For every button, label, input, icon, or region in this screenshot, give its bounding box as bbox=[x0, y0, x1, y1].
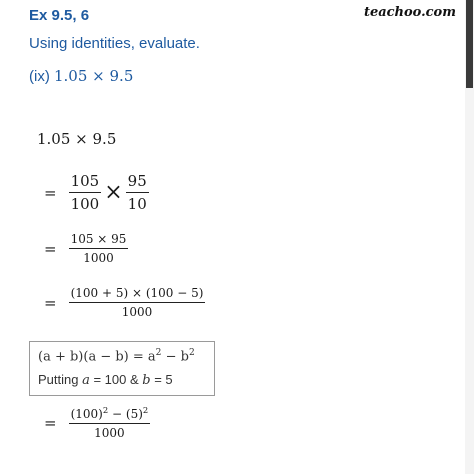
part-label: (ix) bbox=[29, 68, 50, 85]
solution-start-expression: 1.05 × 9.5 bbox=[37, 130, 117, 148]
scrollbar-thumb[interactable] bbox=[466, 0, 473, 88]
fraction-step-2 bbox=[69, 232, 129, 265]
fraction-105-over-100 bbox=[69, 172, 102, 213]
vertical-scrollbar[interactable] bbox=[465, 0, 474, 474]
numerator: 95 bbox=[126, 172, 149, 193]
solution-step-3 bbox=[44, 286, 205, 319]
numerator: 105 bbox=[69, 172, 102, 193]
multiply-sign: × bbox=[104, 179, 123, 205]
equals-sign: = bbox=[44, 239, 57, 258]
exercise-title: Ex 9.5, 6 bbox=[29, 7, 90, 24]
question-instruction: Using identities, evaluate. bbox=[29, 35, 200, 52]
solution-step-2 bbox=[44, 232, 128, 265]
numerator: $(100)^2 - (5)^2$ bbox=[69, 405, 151, 424]
equals-sign: = bbox=[44, 293, 57, 312]
equals-sign: = bbox=[44, 183, 57, 202]
question-part bbox=[29, 67, 133, 85]
fraction-step-4 bbox=[69, 405, 151, 440]
part-expression: 1.05 × 9.5 bbox=[54, 67, 134, 85]
denominator: 1000 bbox=[94, 426, 125, 440]
denominator: 10 bbox=[127, 195, 147, 213]
denominator: 1000 bbox=[83, 251, 114, 265]
fraction-95-over-10 bbox=[126, 172, 149, 213]
denominator: 100 bbox=[70, 195, 100, 213]
numerator: 105 × 95 bbox=[69, 232, 129, 249]
identity-box bbox=[29, 341, 215, 396]
brand-logo-text: teachoo.com bbox=[363, 5, 456, 20]
numerator: (100 + 5) × (100 − 5) bbox=[69, 286, 206, 303]
solution-step-4 bbox=[44, 405, 150, 440]
substitution-note: Putting a = 100 & b = 5 bbox=[38, 372, 173, 389]
fraction-step-3 bbox=[69, 286, 206, 319]
equals-sign: = bbox=[44, 413, 57, 432]
identity-formula: $(a + b)(a - b) = a^2 - b^2$ bbox=[38, 348, 195, 365]
solution-step-1 bbox=[44, 172, 149, 213]
denominator: 1000 bbox=[121, 305, 153, 319]
